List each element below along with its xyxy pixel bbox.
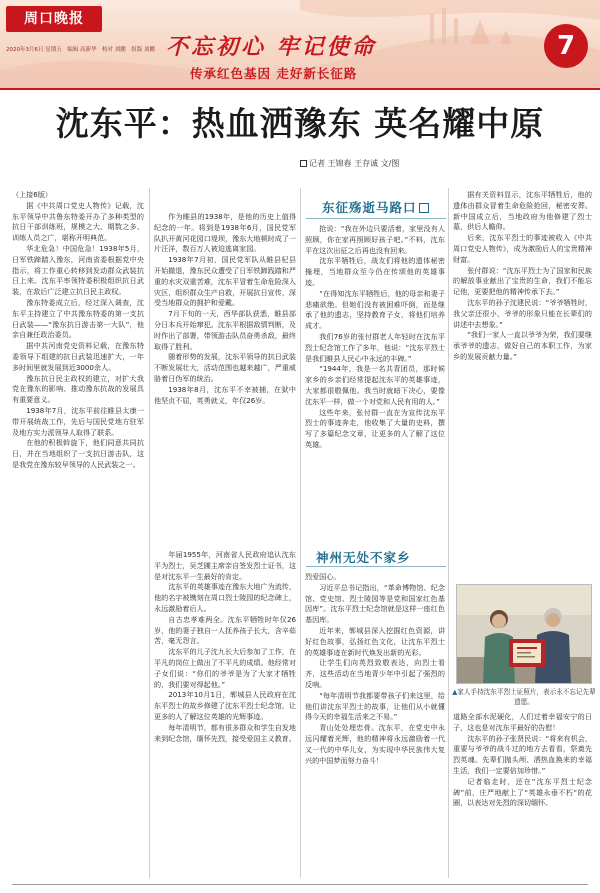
paragraph: “在得知沈东平牺牲后，他的母亲和妻子悲痛欲绝。但她们没有被困难吓倒，而是继承了他的遗志，坚持教育子女，将他们培养成才。 <box>305 288 445 331</box>
paragraph: 作为睢县的1938年，是他的历史上值得纪念的一年。将到是1938年6月，国民党军队扒开黄河花园口堤坝，豫东大地顿时成了一片汪洋，数百万人被迫逃离家园。 <box>154 212 296 254</box>
page-number-badge: 7 <box>544 24 588 68</box>
paragraph: 烈爱国心。 <box>305 572 341 581</box>
newspaper-logo: 周口晚报 <box>6 6 102 32</box>
slogan-main: 不忘初心 牢记使命 <box>166 34 377 60</box>
section-heading-1-text: 东征殇逝马路口 <box>322 200 417 215</box>
paragraph: 自古忠孝难两全。沈东平牺牲时年仅26岁，他的妻子独自一人抚养孩子长大，含辛茹苦，毫无怨言。 <box>154 614 296 646</box>
byline-text: 记者 王锦春 王存诚 文/图 <box>309 159 400 168</box>
paragraph: 沈东平牺牲后，战友们将他的遗体秘密掩埋，当地群众至今仍在传颂他的英雄事迹。 <box>305 256 445 287</box>
section-heading-1 <box>322 198 429 216</box>
paragraph: 让学生们向英烈致敬表达，向烈士看齐，这些活动在当地青少年中引起了强烈的反响。 <box>305 658 445 689</box>
paragraph: “我们一家人一直以爷爷为荣，我们要继承爷爷的遗志，做好自己的本职工作，为家乡的发展贡献力量。” <box>453 330 592 361</box>
paragraph: 华北危急！中国危急！1938年5月，日军铁蹄踏入豫东，河南省委根据党中央指示，将工作重心转移到发动群众武装抗日上来。沈东平率领特委积极组织抗日武装，在敌后广泛建立抗日民主政权。 <box>12 243 144 297</box>
column-divider <box>300 188 301 878</box>
article-headline: 沈东平：热血洒豫东 英名耀中原 <box>55 104 545 143</box>
paragraph: 据有关资料显示，沈东平牺牲后，他的遗体由群众冒着生命危险抢回，秘密安葬。新中国成立后，当地政府为他修建了烈士墓，供后人瞻仰。 <box>453 190 592 232</box>
column-divider <box>448 188 449 878</box>
section-underline <box>306 566 446 567</box>
paragraph: 2013年10月1日，郸城县人民政府在沈东平烈士的故乡修建了沈东平烈士纪念馆，让更多的人了解这位英雄的光辉事迹。 <box>154 690 296 721</box>
paragraph: “每年清明节我都要带孩子们来这里，给他们讲沈东平烈士的故事，让他们从小就懂得今天的幸福生活来之不易。” <box>305 690 445 722</box>
column-divider <box>149 188 150 878</box>
paragraph: 7月下旬的一天，西华部队获悉，睢县部分日本兵开始窜犯。沈东平根据敌情判断，及时作出了部署，带领游击队员奋勇杀敌，最终取得了胜利。 <box>154 309 296 351</box>
article-column-1 <box>12 190 144 880</box>
paragraph: 每年清明节，都有很多群众和学生自发地来到纪念馆，缅怀先烈，接受爱国主义教育。 <box>154 722 296 743</box>
source-note: （上接6版） <box>12 190 52 199</box>
masthead-rule <box>0 88 600 90</box>
paragraph: 沈东平的孙子张贤民说：“将来有机会，重要与爷爷的战斗过的地方去看看，祭奠先烈英魂。先辈们抛头颅、洒热血换来的幸福生活，我们一定要倍加珍惜。” <box>453 733 592 775</box>
paragraph: 我们76岁的张付群老人年轻时在沈东平烈士纪念馆工作了多年，他说：“沈东平烈士是我们睢县人民心中永远的丰碑。” <box>305 331 445 363</box>
section-heading-2: 神州无处不家乡 <box>316 550 411 565</box>
paragraph: 年届1955年，河南省人民政府追认沈东平为烈士，吴芝圃主席亲自签发烈士证书，这是对沈东平一生最好的肯定。 <box>154 550 296 581</box>
paragraph: 青山处处埋忠骨。沈东平，在党史中永远闪耀着光辉，他的精神将永远激励着一代又一代的中华儿女，为实现中华民族伟大复兴的中国梦而努力奋斗！ <box>305 723 445 765</box>
paragraph: 在他的积极斡旋下，他们同意共同抗日，并在当地组织了一支抗日游击队，这是我党在豫东较早领导的人民武装之一。 <box>12 438 144 469</box>
paragraph: 1938年7月，沈东平前往睢县太康一带开展统战工作，先后与国民党地方驻军及地方实力派领导人取得了联系。 <box>12 405 144 437</box>
paragraph: 随着形势的发展，沈东平领导的抗日武装不断发展壮大，活动范围也越来越广，严重威胁着日伪军的统治。 <box>154 352 296 383</box>
paragraph: 沈东平的儿子沈九长大后参加了工作，在平凡的岗位上做出了不平凡的成绩。他经常对子女们说：“你们的爷爷是为了大家才牺牲的，我们要对得起他。” <box>154 647 296 689</box>
photo-caption-text: 家人手持沈东平烈士证照片，表示永不忘记先辈遗愿。 <box>457 688 596 706</box>
article-column-2-top <box>154 212 296 542</box>
family-photo-image <box>457 585 592 684</box>
paragraph: 记者临走时，还在“沈东平烈士纪念碑”前，庄严地献上了“英雄永垂不朽”的花圈，以表达对先烈的深切缅怀。 <box>453 776 592 808</box>
masthead-banner <box>0 0 600 90</box>
paragraph: 抢说：“我在外边只要活着，家里没有人照顾，你在家再照顾好孩子吧。”不料，沈东平在这次出征之后再也没有回来。 <box>305 224 445 255</box>
paragraph: 沈东平的孙子沈建民说：“爷爷牺牲时，我父亲还很小，爷爷的形象只能在长辈们的讲述中去想象。” <box>453 297 592 329</box>
paragraph: 道路全部水泥硬化，人们过着幸福安宁的日子，这也是对沈东平最好的告慰！ <box>453 712 592 732</box>
photo-caption <box>452 688 596 707</box>
paragraph: 张付群说：“沈东平烈士为了国家和民族的解放事业献出了宝贵的生命，我们不能忘记他，更要把他的精神传承下去。” <box>453 265 592 297</box>
paragraph: 习近平总书记指出，“革命博物馆、纪念馆、党史馆、烈士陵园等是党和国家红色基因库”。沈东平烈士纪念馆就是这样一座红色基因库。 <box>305 582 445 625</box>
paragraph: “1944年，我是一名共青团员，那时候家乡的乡亲们经常提起沈东平的英雄事迹，大家都很敬佩他。我当时就暗下决心，要像沈东平一样，做一个对党和人民有用的人。” <box>305 364 445 406</box>
article-column-3-top <box>305 224 445 542</box>
paragraph: 豫东特委成立后，经过深入调查，沈东平主持建立了中共豫东特委的第一支抗日武装——“豫东抗日游击第一大队”，他亲自兼任政治委员。 <box>12 297 144 340</box>
section-underline <box>306 218 446 219</box>
page-bottom-rule <box>12 884 588 885</box>
article-column-2-bottom <box>154 550 296 880</box>
paragraph: 据《中共周口党史人物传》记载，沈东平领导中共鲁东特委开办了多种类型的抗日干部训练班，规模之大、期数之多、训练人员之广，堪称开明典范。 <box>12 200 144 243</box>
paragraph: 这些年来，张付群一直在为宣传沈东平烈士的事迹奔走，他收集了大量的史料，撰写了多篇纪念文章，让更多的人了解了这位英雄。 <box>305 407 445 449</box>
paragraph: 近年来，郸城县深入挖掘红色资源，讲好红色故事，弘扬红色文化，让沈东平烈士的英雄事迹在新时代焕发出新的光彩。 <box>305 625 445 657</box>
edition-info: 2020年3月6日 星期五 编辑 高新华 校对 刘鹏 组版 刘鹏 <box>6 47 155 53</box>
article-byline <box>300 158 399 169</box>
byline-square-icon <box>300 160 307 167</box>
heading-box-icon <box>419 203 429 213</box>
paragraph: 后来，沈东平烈士的事迹被收入《中共周口党史人物传》，成为激励后人的宝贵精神财富。 <box>453 233 592 264</box>
paragraph: 豫东抗日民主政权的建立，对扩大我党在豫东的影响、推动豫东抗战的发展具有重要意义。 <box>12 373 144 405</box>
article-column-4-top <box>453 190 592 580</box>
article-column-4-bottom <box>453 712 592 880</box>
paragraph: 1938年7月初，国民党军队从睢县杞县开始撤退，豫东民众遭受了日军铁蹄践踏和严重的水灾双重苦难，沈东平冒着生命危险深入灾区，组织群众生产自救，开展抗日宣传，深受当地群众的拥护和爱戴。 <box>154 255 296 308</box>
paragraph: 1938年8月，沈东平不幸被捕，在狱中他坚贞不屈，英勇就义，年仅26岁。 <box>154 384 296 405</box>
paragraph: 沈东平的英雄事迹在豫东大地广为流传，他的名字被镌刻在周口烈士陵园的纪念碑上，永远激励着后人。 <box>154 582 296 613</box>
family-photo <box>456 584 592 684</box>
slogan-sub: 传承红色基因 走好新长征路 <box>190 66 358 81</box>
paragraph: 据中共河南党史资料记载，在豫东特委领导下组建的抗日武装迅速扩大，一年多时间里就发展到近3000余人。 <box>12 341 144 372</box>
article-column-3-bottom <box>305 572 445 880</box>
caption-triangle-icon: ▲ <box>452 688 458 696</box>
